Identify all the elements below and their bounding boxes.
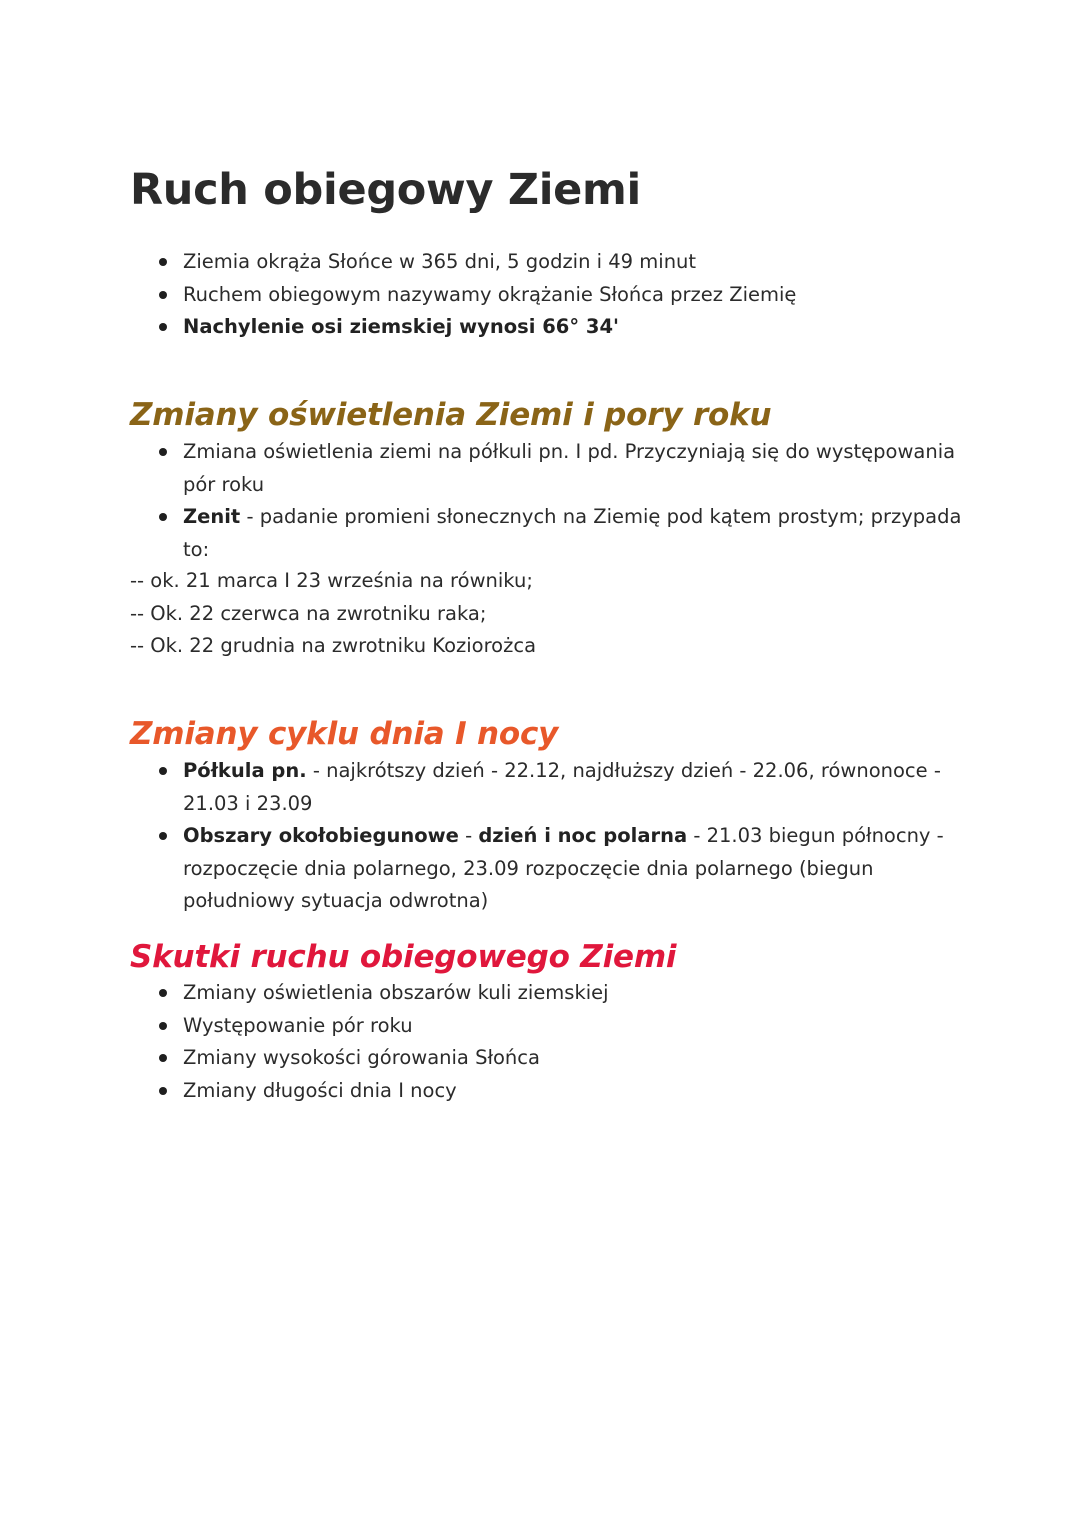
zenith-definition: - padanie promieni słonecznych na Ziemię pod kątem prostym; przypada to: (183, 505, 962, 561)
intro-list (183, 246, 963, 344)
bullet-icon (159, 1087, 167, 1095)
polar-regions-term: Obszary okołobiegunowe (183, 824, 459, 847)
list-item (183, 755, 963, 820)
list-item-text: Ziemia okrąża Słońce w 365 dni, 5 godzin i 49 minut (183, 250, 697, 273)
section-heading-lighting: Zmiany oświetlenia Ziemi i pory roku (130, 397, 772, 433)
text-line: -- ok. 21 marca I 23 września na równiku; (130, 569, 533, 592)
bullet-icon (159, 1054, 167, 1062)
text-line: -- Ok. 22 grudnia na zwrotniku Koziorożca (130, 634, 537, 657)
bullet-icon (159, 258, 167, 266)
bullet-icon (159, 291, 167, 299)
bullet-icon (159, 989, 167, 997)
bullet-icon (159, 448, 167, 456)
list-item-text: Ruchem obiegowym nazywamy okrążanie Słońca przez Ziemię (183, 282, 797, 306)
list-item (183, 436, 963, 501)
text-line: -- Ok. 22 czerwca na zwrotniku raka; (130, 601, 487, 625)
hemisphere-term: Półkula pn. (183, 759, 307, 782)
bullet-icon (159, 832, 167, 840)
list-item (183, 311, 963, 344)
page-title: Ruch obiegowy Ziemi (130, 165, 641, 215)
list-item-text: Występowanie pór roku (183, 1013, 413, 1037)
list-item-text: Zmiana oświetlenia ziemi na półkuli pn. I pd. Przyczyniają się do występowania pór roku (183, 440, 956, 496)
list-item-text: Zmiany oświetlenia obszarów kuli ziemskiej (183, 981, 609, 1004)
zenith-dates (130, 565, 950, 663)
list-item (183, 501, 963, 566)
list-item (183, 246, 963, 279)
list-item (183, 1042, 963, 1075)
list-item (183, 1075, 963, 1108)
zenith-term: Zenit (183, 505, 241, 528)
list-item-text-bold: Nachylenie osi ziemskiej wynosi 66° 34' (183, 315, 619, 338)
polar-text: - 21.03 biegun północny - rozpoczęcie dnia polarnego, 23.09 rozpoczęcie dnia polarnego (biegun południowy sytuacja odwrotna) (183, 824, 944, 912)
bullet-icon (159, 513, 167, 521)
list-item (183, 977, 963, 1010)
list-item (183, 279, 963, 312)
separator-text: - (458, 824, 479, 847)
section-heading-day-night: Zmiany cyklu dnia I nocy (130, 716, 559, 752)
polar-day-night-term: dzień i noc polarna (478, 824, 688, 847)
list-item-text: Zmiany wysokości górowania Słońca (183, 1046, 540, 1069)
bullet-icon (159, 1022, 167, 1030)
list-item (183, 1010, 963, 1043)
bullet-icon (159, 767, 167, 775)
hemisphere-text: - najkrótszy dzień - 22.12, najdłuższy dzień - 22.06, równonoce - 21.03 i 23.09 (183, 759, 941, 815)
section-heading-effects: Skutki ruchu obiegowego Ziemi (130, 939, 677, 975)
bullet-icon (159, 323, 167, 331)
day-night-list (183, 755, 963, 918)
effects-list (183, 977, 963, 1107)
list-item (183, 820, 963, 918)
list-item-text: Zmiany długości dnia I nocy (183, 1078, 457, 1102)
lighting-list (183, 436, 963, 566)
